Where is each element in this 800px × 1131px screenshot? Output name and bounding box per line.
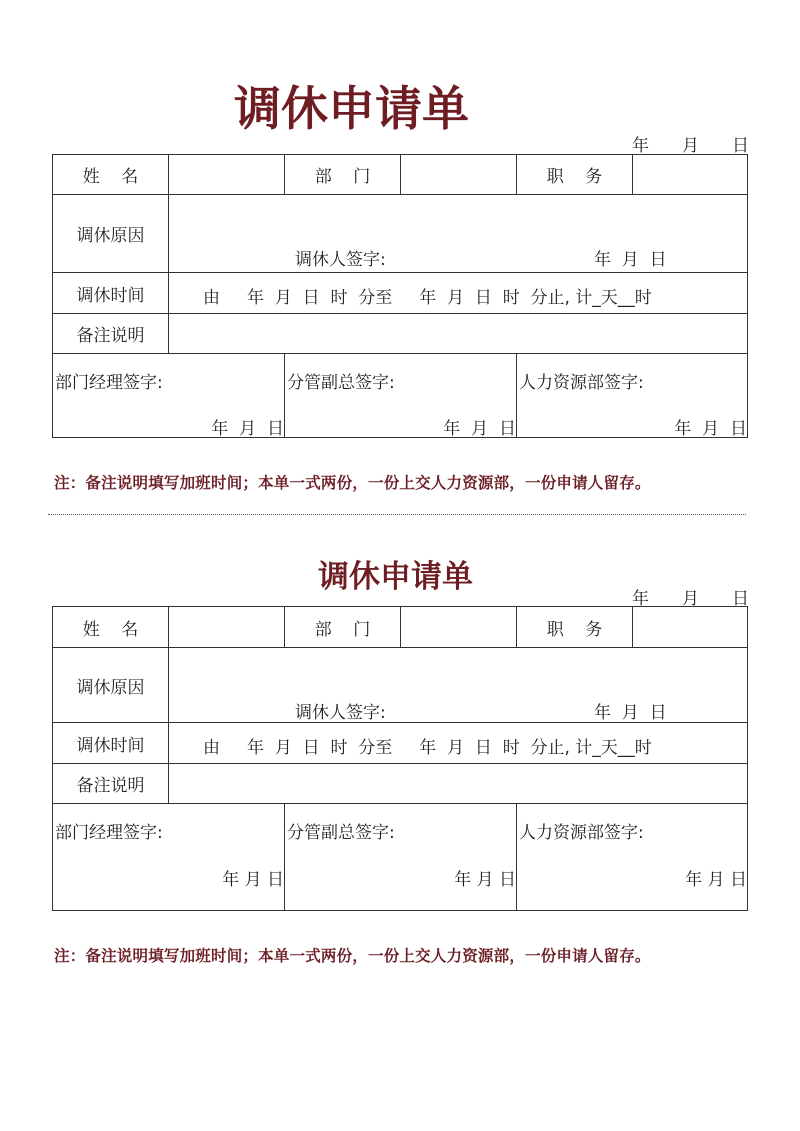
time-label: 调休时间 bbox=[76, 285, 145, 306]
vp-signature-label: 分管副总签字: bbox=[287, 373, 395, 393]
applicant-signature-date: 年 月 日 bbox=[594, 703, 667, 723]
date-year-label: 年 bbox=[632, 136, 649, 156]
vp-signature-label: 分管副总签字: bbox=[287, 823, 395, 843]
form-2-note: 注：备注说明填写加班时间；本单一式两份，一份上交人力资源部，一份申请人留存。 bbox=[54, 947, 651, 965]
name-field[interactable] bbox=[169, 155, 285, 194]
vp-signature-cell[interactable] bbox=[285, 354, 517, 437]
position-label-cell bbox=[517, 607, 633, 647]
applicant-signature-date: 年 月 日 bbox=[594, 250, 667, 270]
vp-signature-date: 年 月 日 bbox=[454, 870, 516, 890]
remarks-field[interactable] bbox=[169, 314, 747, 353]
row-signatures bbox=[53, 804, 747, 910]
hr-signature-label: 人力资源部签字: bbox=[519, 373, 644, 393]
remarks-label: 备注说明 bbox=[76, 326, 145, 346]
position-label-cell bbox=[517, 155, 633, 194]
reason-label-cell bbox=[53, 195, 169, 272]
date-day-label: 日 bbox=[732, 589, 749, 609]
hr-signature-date: 年 月 日 bbox=[685, 870, 747, 890]
name-field[interactable] bbox=[169, 607, 285, 647]
hr-signature-date: 年 月 日 bbox=[674, 419, 747, 439]
row-time bbox=[53, 273, 747, 314]
applicant-signature-label: 调休人签字: bbox=[295, 250, 386, 270]
row-signatures bbox=[53, 354, 747, 437]
form-1-date-header bbox=[632, 131, 749, 156]
form-1-table bbox=[52, 154, 748, 438]
position-label: 职 务 bbox=[546, 619, 603, 640]
remarks-label-cell bbox=[53, 764, 169, 803]
reason-label-cell bbox=[53, 648, 169, 722]
time-range-text: 由 年 月 日 时 分至 年 月 日 时 分止, 计_天__时 bbox=[203, 738, 652, 758]
date-day-label: 日 bbox=[732, 136, 749, 156]
position-field[interactable] bbox=[633, 607, 747, 647]
date-month-label: 月 bbox=[682, 136, 699, 156]
dept-label: 部 门 bbox=[314, 619, 371, 640]
time-field[interactable] bbox=[169, 273, 747, 313]
reason-field[interactable] bbox=[169, 195, 747, 272]
row-time bbox=[53, 723, 747, 764]
hr-signature-label: 人力资源部签字: bbox=[519, 823, 644, 843]
row-reason bbox=[53, 195, 747, 273]
time-label-cell bbox=[53, 273, 169, 313]
dept-manager-signature-date: 年 月 日 bbox=[222, 870, 284, 890]
dept-label-cell bbox=[285, 155, 401, 194]
form-1-note: 注：备注说明填写加班时间；本单一式两份，一份上交人力资源部，一份申请人留存。 bbox=[54, 474, 651, 492]
form-2-table bbox=[52, 606, 748, 911]
dept-manager-signature-cell[interactable] bbox=[53, 354, 285, 437]
dept-field[interactable] bbox=[401, 607, 517, 647]
dept-label-cell bbox=[285, 607, 401, 647]
time-range-text: 由 年 月 日 时 分至 年 月 日 时 分止, 计_天__时 bbox=[203, 288, 652, 308]
reason-field[interactable] bbox=[169, 648, 747, 722]
time-label: 调休时间 bbox=[76, 735, 145, 756]
cut-line-divider bbox=[48, 514, 746, 515]
name-label: 姓 名 bbox=[82, 619, 139, 640]
date-year-label: 年 bbox=[632, 589, 649, 609]
dept-field[interactable] bbox=[401, 155, 517, 194]
row-basic-info bbox=[53, 607, 747, 648]
time-label-cell bbox=[53, 723, 169, 763]
position-label: 职 务 bbox=[546, 167, 603, 187]
row-remarks bbox=[53, 314, 747, 354]
hr-signature-cell[interactable] bbox=[517, 354, 747, 437]
form-2-title: 调休申请单 bbox=[318, 559, 473, 595]
remarks-field[interactable] bbox=[169, 764, 747, 803]
dept-manager-signature-date: 年 月 日 bbox=[211, 419, 284, 439]
reason-label: 调休原因 bbox=[76, 677, 145, 698]
hr-signature-cell[interactable] bbox=[517, 804, 747, 910]
remarks-label-cell bbox=[53, 314, 169, 353]
date-month-label: 月 bbox=[682, 589, 699, 609]
applicant-signature-label: 调休人签字: bbox=[295, 703, 386, 723]
dept-manager-signature-label: 部门经理签字: bbox=[55, 823, 163, 843]
remarks-label: 备注说明 bbox=[76, 776, 145, 796]
form-1-title: 调休申请单 bbox=[234, 82, 469, 137]
row-basic-info bbox=[53, 155, 747, 195]
row-remarks bbox=[53, 764, 747, 804]
row-reason bbox=[53, 648, 747, 723]
dept-label: 部 门 bbox=[314, 167, 371, 187]
reason-label: 调休原因 bbox=[76, 226, 145, 246]
vp-signature-cell[interactable] bbox=[285, 804, 517, 910]
vp-signature-date: 年 月 日 bbox=[443, 419, 516, 439]
position-field[interactable] bbox=[633, 155, 747, 194]
name-label-cell bbox=[53, 607, 169, 647]
name-label-cell bbox=[53, 155, 169, 194]
dept-manager-signature-cell[interactable] bbox=[53, 804, 285, 910]
name-label: 姓 名 bbox=[82, 167, 139, 187]
dept-manager-signature-label: 部门经理签字: bbox=[55, 373, 163, 393]
time-field[interactable] bbox=[169, 723, 747, 763]
